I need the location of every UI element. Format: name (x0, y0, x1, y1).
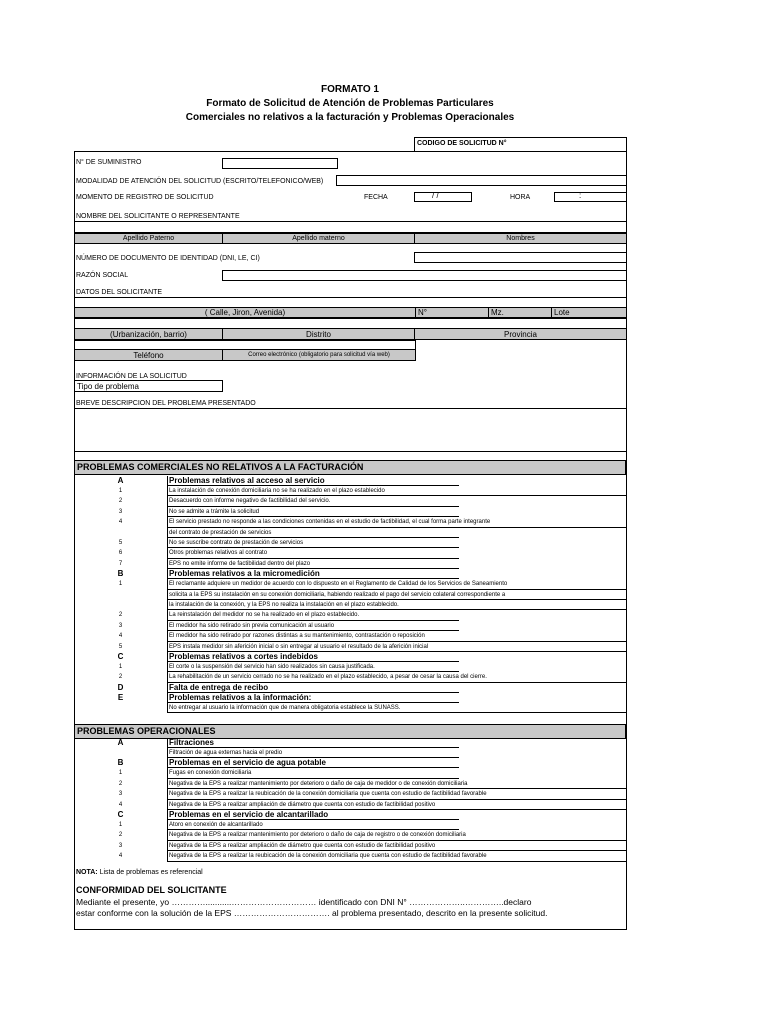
row-code: 5 (74, 642, 168, 652)
nombre-input[interactable] (74, 221, 627, 233)
row-code (74, 590, 168, 600)
numero-header: N° (415, 307, 489, 318)
row-description: Problemas relativos a la micromedición (168, 569, 459, 579)
category-row (74, 738, 626, 748)
row-description: Filtraciones (168, 738, 459, 748)
row-code: 1 (74, 486, 168, 496)
correo-header: Correo electrónico (obligatorio para solicitud vía web) (222, 349, 416, 361)
lote-header: Lote (551, 307, 627, 318)
problem-row (74, 703, 626, 713)
row-code: 2 (74, 610, 168, 620)
row-code (74, 528, 168, 538)
problem-row (74, 610, 626, 620)
row-description: Atoro en conexión de alcantarillado (168, 820, 459, 830)
row-description: No se admite a trámite la solicitud (168, 507, 459, 517)
row-code: 4 (74, 851, 168, 861)
problem-row (74, 662, 626, 672)
row-description: Desacuerdo con informe negativo de factibilidad del servicio. (168, 496, 459, 506)
problem-row (74, 538, 626, 548)
row-code: 1 (74, 768, 168, 778)
row-description: Filtración de agua externas hacia el predio (168, 748, 459, 758)
form-title: Formato de Solicitud de Atención de Problemas Particulares (206, 98, 494, 109)
row-description: Falta de entrega de recibo (168, 683, 459, 693)
hora-separator: : (579, 191, 582, 200)
row-description: Negativa de la EPS a realizar mantenimiento por deterioro o daño de caja de medidor o de conexión domiciliaria (168, 779, 626, 789)
problem-row (74, 748, 626, 758)
comerciales-section-title: PROBLEMAS COMERCIALES NO RELATIVOS A LA FACTURACIÓN (74, 460, 626, 475)
row-code: B (74, 758, 168, 768)
hora-input[interactable] (554, 192, 627, 202)
row-code: 3 (74, 507, 168, 517)
row-code: 4 (74, 517, 168, 527)
row-description: El reclamante adquiere un medidor de acuerdo con lo dispuesto en el Reglamento de Calidad de los Servicios de Saneamiento (168, 579, 626, 589)
row-description: El medidor ha sido retirado por razones distintas a su mantenimiento, contrastación o reposición (168, 631, 626, 641)
row-description: Problemas en el servicio de alcantarillado (168, 810, 459, 820)
category-row (74, 758, 626, 768)
problem-row (74, 672, 626, 682)
row-description: la instalación de la conexión, y la EPS no realiza la instalación en el plazo establecido. (168, 600, 626, 610)
suministro-input[interactable] (222, 158, 338, 169)
row-description: Negativa de la EPS a realizar ampliación de diámetro que cuenta con estudio de factibilidad positivo (168, 800, 626, 810)
problem-row (74, 559, 626, 569)
calle-header: ( Calle, Jiron, Avenida) (74, 307, 416, 318)
row-code: 6 (74, 548, 168, 558)
row-description: Negativa de la EPS a realizar ampliación de diámetro que cuenta con estudio de factibilidad positivo (168, 841, 626, 851)
row-description: El corte o la suspensión del servicio han sido realizados sin causa justificada. (168, 662, 459, 672)
category-row (74, 693, 626, 703)
telefono-header: Teléfono (74, 349, 223, 361)
problem-row (74, 789, 626, 799)
row-description: Problemas relativos al acceso al servicio (168, 476, 459, 486)
modalidad-input[interactable] (336, 175, 627, 186)
problem-row (74, 507, 626, 517)
category-row (74, 683, 626, 693)
problem-row (74, 800, 626, 810)
tipo-problema-label: Tipo de problema (74, 380, 223, 392)
nombres-header: Nombres (414, 233, 627, 244)
row-description: Problemas relativos a cortes indebidos (168, 652, 459, 662)
category-row (74, 476, 626, 486)
row-code: A (74, 738, 168, 748)
row-code (74, 703, 168, 713)
problem-row (74, 590, 626, 600)
mz-header: Mz. (488, 307, 552, 318)
row-code: 7 (74, 559, 168, 569)
row-code: 3 (74, 789, 168, 799)
nota (76, 869, 203, 876)
problem-row (74, 851, 626, 861)
row-description: Problemas relativos a la información: (168, 693, 459, 703)
problem-row (74, 621, 626, 631)
row-description: Negativa de la EPS a realizar la reubicación de la conexión domiciliaria que cuenta con estudio de factibilidad favorable (168, 789, 626, 799)
codigo-label: CODIGO DE SOLICITUD N° (417, 140, 507, 147)
urbanizacion-header: (Urbanización, barrio) (74, 328, 223, 340)
row-code: D (74, 683, 168, 693)
row-description: La reinstalación del medidor no se ha realizado en el plazo establecido. (168, 610, 459, 620)
row-code: 3 (74, 841, 168, 851)
category-row (74, 810, 626, 820)
row-code: 1 (74, 662, 168, 672)
provincia-header: Provincia (414, 328, 627, 340)
operacionales-section-title: PROBLEMAS OPERACIONALES (74, 724, 626, 739)
row-description: Fugas en conexión domiciliaria (168, 768, 459, 778)
row-code: 4 (74, 631, 168, 641)
row-description: del contrato de prestación de servicios (168, 528, 459, 538)
row-code: 2 (74, 830, 168, 840)
row-description: EPS no emite informe de factibilidad dentro del plazo (168, 559, 459, 569)
fecha-input[interactable] (414, 192, 472, 202)
row-code: 5 (74, 538, 168, 548)
hora-label: HORA (510, 194, 531, 201)
momento-label: MOMENTO DE REGISTRO DE SOLICITUD (76, 194, 214, 201)
problem-row (74, 830, 626, 840)
suministro-label: N° DE SUMINISTRO (76, 159, 142, 166)
row-code: 2 (74, 672, 168, 682)
documento-input[interactable] (414, 252, 627, 263)
category-row (74, 652, 626, 662)
form-number: FORMATO 1 (321, 84, 379, 95)
row-description: solicita a la EPS su instalación en su conexión domiciliaria, habiendo realizado el pago del servicio colateral correspondiente a (168, 590, 626, 600)
row-description: No se suscribe contrato de prestación de servicios (168, 538, 459, 548)
documento-label: NÚMERO DE DOCUMENTO DE IDENTIDAD (DNI, LE, CI) (76, 255, 260, 262)
row-description: La instalación de conexión domiciliaria no se ha realizado en el plazo establecido (168, 486, 626, 496)
conformidad-line2: estar conforme con la solución de la EPS ……………………………. al problema presentado, descrito en la presente solicitud. (76, 908, 548, 918)
distrito-header: Distrito (222, 328, 415, 340)
row-description: Negativa de la EPS a realizar mantenimiento por deterioro o daño de caja de registro o de conexión domiciliaria (168, 830, 626, 840)
problem-row (74, 600, 626, 610)
row-description: El servicio prestado no responde a las condiciones contenidas en el estudio de factibilidad, el cual forma parte integrante (168, 517, 626, 527)
apellido-materno-header: Apellido materno (222, 233, 415, 244)
fecha-separators: / / (432, 191, 439, 200)
row-code: 1 (74, 579, 168, 589)
problem-row (74, 528, 626, 538)
form-subtitle: Comerciales no relativos a la facturación y Problemas Operacionales (185, 112, 515, 123)
problem-row (74, 779, 626, 789)
row-code: E (74, 693, 168, 703)
row-description: Otros problemas relativos al contrato (168, 548, 459, 558)
row-code: 4 (74, 800, 168, 810)
modalidad-label: MODALIDAD DE ATENCIÓN DEL SOLICITUD (ESCRITO/TELEFONICO/WEB) (76, 178, 324, 185)
descripcion-textarea[interactable] (74, 408, 627, 452)
row-code: B (74, 569, 168, 579)
row-code (74, 600, 168, 610)
row-code: C (74, 810, 168, 820)
row-description: No entregar al usuario la información que de manera obligatoria establece la SUNASS. (168, 703, 626, 713)
row-description: El medidor ha sido retirado sin previa comunicación al usuario (168, 621, 459, 631)
problem-row (74, 642, 626, 652)
conformidad-line1: Mediante el presente, yo …………...........………………………… identificado con DNI N° ………………..…………..declaro (76, 897, 532, 907)
row-code: C (74, 652, 168, 662)
row-code: 2 (74, 496, 168, 506)
nota-text: Lista de problemas es referencial (99, 869, 203, 876)
conformidad-title: CONFORMIDAD DEL SOLICITANTE (76, 885, 227, 895)
problem-row (74, 579, 626, 589)
row-description: EPS instala medidor sin aferición inicial o sin entregar al usuario el resultado de la aferición inicial (168, 642, 626, 652)
nombre-label: NOMBRE DEL SOLICITANTE O REPRESENTANTE (76, 213, 240, 220)
row-code: 2 (74, 779, 168, 789)
problem-row (74, 631, 626, 641)
problem-row (74, 768, 626, 778)
problem-row (74, 496, 626, 506)
row-description: Negativa de la EPS a realizar la reubicación de la conexión domiciliaria que cuenta con estudio de factibilidad favorable (168, 851, 626, 861)
datos-label: DATOS DEL SOLICITANTE (76, 289, 163, 296)
row-description: La rehabilitación de un servicio cerrado no se ha realizado en el plazo establecido, a pesar de cesar la causa del cierre. (168, 672, 626, 682)
razon-social-label: RAZÓN SOCIAL (76, 272, 129, 279)
fecha-label: FECHA (364, 194, 388, 201)
nota-label: NOTA: (76, 869, 98, 876)
problem-row (74, 548, 626, 558)
row-code (74, 748, 168, 758)
row-code: 3 (74, 621, 168, 631)
razon-social-input[interactable] (222, 270, 627, 281)
apellido-paterno-header: Apellido Paterno (74, 233, 223, 244)
problem-row (74, 841, 626, 851)
row-description: Problemas en el servicio de agua potable (168, 758, 459, 768)
category-row (74, 569, 626, 579)
breve-label: BREVE DESCRIPCION DEL PROBLEMA PRESENTADO (76, 400, 256, 407)
row-code: 1 (74, 820, 168, 830)
row-code: A (74, 476, 168, 486)
problem-row (74, 486, 626, 496)
info-label: INFORMACIÓN DE LA SOLICITUD (76, 373, 187, 380)
problem-row (74, 820, 626, 830)
problem-row (74, 517, 626, 527)
